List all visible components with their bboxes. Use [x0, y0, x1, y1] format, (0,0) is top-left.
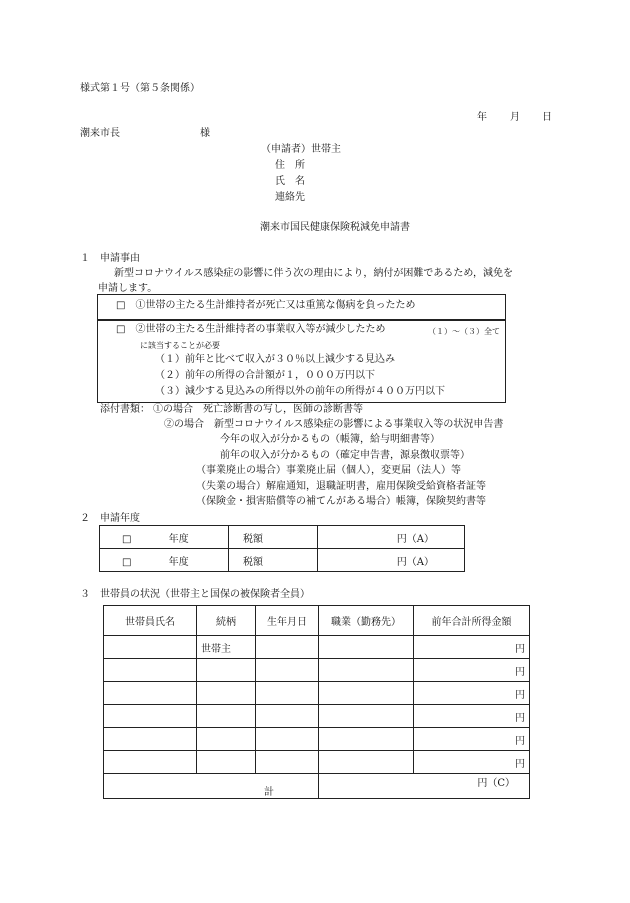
table-total-row — [104, 774, 530, 799]
attachment-line4: 前年の収入が分かるもの（確定申告書，源泉徴収票等） — [220, 450, 470, 461]
section2-heading: ２ 申請年度 — [80, 513, 140, 524]
fiscal-year-table — [99, 525, 465, 572]
birthdate-cell[interactable] — [256, 659, 319, 682]
total-income-field[interactable]: 円（C） — [319, 774, 530, 799]
total-label: 計 — [104, 774, 319, 799]
birthdate-cell[interactable] — [256, 728, 319, 751]
member-name-cell[interactable] — [104, 636, 197, 659]
header-income: 前年合計所得金額 — [414, 606, 530, 636]
occupation-cell[interactable] — [319, 751, 414, 774]
tax-amount-field[interactable]: 円（A） — [318, 526, 465, 549]
tax-label: 税額 — [229, 549, 318, 572]
attachment-line6: （失業の場合）解雇通知，退職証明書，雇用保険受給資格者証等 — [196, 481, 486, 492]
fiscal-year-cell[interactable] — [100, 549, 229, 572]
reason-option1-checkbox[interactable]: □ ①世帯の主たる生計維持者が死亡又は重篤な傷病を負ったため — [116, 300, 416, 311]
section1-intro-line2: 申請します。 — [98, 283, 158, 294]
form-id: 様式第１号（第５条関係） — [80, 83, 200, 94]
table-row — [100, 549, 465, 572]
tax-label: 税額 — [229, 526, 318, 549]
table-row — [104, 728, 530, 751]
table-row — [100, 526, 465, 549]
birthdate-cell[interactable] — [256, 682, 319, 705]
member-name-cell[interactable] — [104, 659, 197, 682]
relation-cell[interactable] — [197, 705, 256, 728]
relation-cell[interactable]: 世帯主 — [197, 636, 256, 659]
table-row — [104, 705, 530, 728]
attachment-line7: （保険金・損害賠償等の補てんがある場合）帳簿，保険契約書等 — [196, 496, 486, 507]
occupation-cell[interactable] — [319, 682, 414, 705]
fiscal-year-cell[interactable] — [100, 526, 229, 549]
condition-1: （１）前年と比べて収入が３０％以上減少する見込み — [155, 354, 395, 365]
income-cell[interactable]: 円 — [414, 728, 530, 751]
section1-intro-line1: 新型コロナウイルス感染症の影響に伴う次の理由により，納付が困難であるため，減免を — [114, 268, 513, 279]
reason-option2-note-a: （１）～（３）全て — [428, 327, 500, 336]
applicant-address-label: 住 所 — [275, 160, 305, 171]
income-cell[interactable]: 円 — [414, 682, 530, 705]
header-member-name: 世帯員氏名 — [104, 606, 197, 636]
applicant-label: （申請者）世帯主 — [261, 144, 341, 155]
birthdate-cell[interactable] — [256, 705, 319, 728]
birthdate-cell[interactable] — [256, 751, 319, 774]
table-row — [104, 636, 530, 659]
table-row — [104, 751, 530, 774]
occupation-cell[interactable] — [319, 728, 414, 751]
header-birthdate: 生年月日 — [256, 606, 319, 636]
date-year-label: 年 — [477, 112, 487, 123]
tax-amount-field[interactable]: 円（A） — [318, 549, 465, 572]
fiscal-year-label: 年度 — [168, 556, 189, 568]
income-cell[interactable]: 円 — [414, 636, 530, 659]
occupation-cell[interactable] — [319, 705, 414, 728]
table-row — [104, 682, 530, 705]
member-name-cell[interactable] — [104, 751, 197, 774]
header-relation: 続柄 — [197, 606, 256, 636]
member-name-cell[interactable] — [104, 705, 197, 728]
income-cell[interactable]: 円 — [414, 705, 530, 728]
condition-3: （３）減少する見込みの所得以外の前年の所得が４００万円以下 — [155, 386, 445, 397]
document-title: 潮来市国民健康保険税減免申請書 — [260, 222, 410, 233]
condition-2: （２）前年の所得の合計額が１，０００万円以下 — [155, 370, 375, 381]
birthdate-cell[interactable] — [256, 636, 319, 659]
fiscal-year-label: 年度 — [168, 533, 189, 545]
attachment-line2: ②の場合 新型コロナウイルス感染症の影響による事業収入等の状況申告書 — [164, 419, 504, 430]
section3-heading: ３ 世帯員の状況（世帯主と国保の被保険者全員） — [80, 589, 310, 600]
income-cell[interactable]: 円 — [414, 659, 530, 682]
reason-option2-note-b: に該当することが必要 — [140, 341, 220, 350]
addressee-name: 潮来市長 — [80, 128, 120, 139]
relation-cell[interactable] — [197, 751, 256, 774]
attachments-label: 添付書類： — [100, 404, 150, 415]
applicant-contact-label: 連絡先 — [275, 192, 305, 203]
addressee-honorific: 様 — [200, 128, 210, 139]
attachment-line5: （事業廃止の場合）事業廃止届（個人），変更届（法人）等 — [196, 465, 461, 476]
header-occupation: 職業（勤務先） — [319, 606, 414, 636]
member-name-cell[interactable] — [104, 682, 197, 705]
attachment-line1: ①の場合 死亡診断書の写し，医師の診断書等 — [153, 404, 363, 415]
table-header-row — [104, 606, 530, 636]
reason-option2-checkbox[interactable]: □ ②世帯の主たる生計維持者の事業収入等が減少したため — [116, 324, 386, 335]
relation-cell[interactable] — [197, 659, 256, 682]
table-row — [104, 659, 530, 682]
date-day-label: 日 — [542, 112, 552, 123]
attachment-line3: 今年の収入が分かるもの（帳簿，給与明細書等） — [220, 434, 440, 445]
fiscal-year-checkbox[interactable]: □ — [122, 533, 132, 545]
household-members-table — [103, 605, 530, 799]
relation-cell[interactable] — [197, 728, 256, 751]
applicant-name-label: 氏 名 — [275, 176, 305, 187]
member-name-cell[interactable] — [104, 728, 197, 751]
occupation-cell[interactable] — [319, 636, 414, 659]
income-cell[interactable]: 円 — [414, 751, 530, 774]
section1-heading: １ 申請事由 — [80, 253, 140, 264]
date-month-label: 月 — [510, 112, 520, 123]
fiscal-year-checkbox[interactable]: □ — [122, 556, 132, 568]
occupation-cell[interactable] — [319, 659, 414, 682]
relation-cell[interactable] — [197, 682, 256, 705]
